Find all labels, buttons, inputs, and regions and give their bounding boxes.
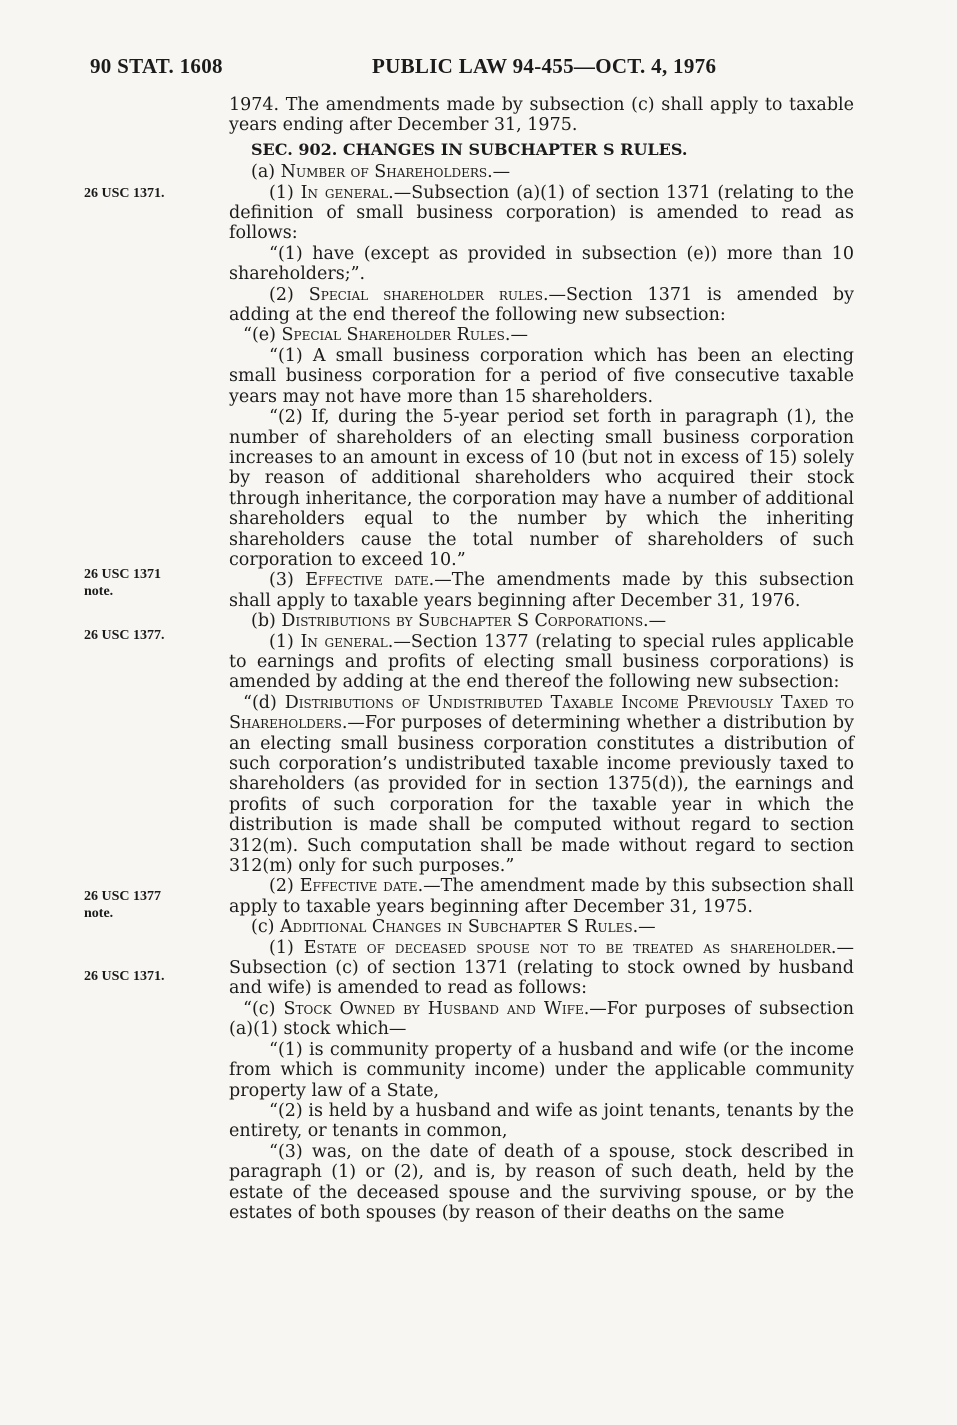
paragraph: (b) Distributions by Subchapter S Corporations.— bbox=[251, 611, 667, 632]
margin-note-line: 26 USC 1377 bbox=[84, 889, 162, 904]
paragraph: (2) Special shareholder rules.—Section 1371 is amended by adding at the end thereof the following new subsection: bbox=[229, 284, 855, 326]
paragraph: 1974. The amendments made by subsection (c) shall apply to taxable years ending after December 31, 1975. bbox=[229, 95, 854, 136]
subsection-heading: Special Shareholder Rules. bbox=[281, 325, 511, 346]
margin-note: 26 USC 1371. bbox=[84, 186, 165, 201]
paragraph-heading: In general. bbox=[300, 182, 394, 203]
paragraph-heading: Estate of deceased spouse not to be treated as shareholder. bbox=[303, 937, 837, 958]
subsection-heading: Distributions by Subchapter S Corporations. bbox=[281, 611, 649, 632]
margin-note: 26 USC 1377. bbox=[84, 628, 165, 643]
paragraph: “(1) have (except as provided in subsection (e)) more than 10 shareholders;”. bbox=[229, 243, 854, 285]
paragraph: “(c) Stock Owned by Husband and Wife.—For purposes of subsection (a)(1) stock which— bbox=[229, 998, 854, 1040]
statute-text bbox=[229, 95, 854, 1223]
paragraph: (a) Number of Shareholders.— bbox=[251, 162, 511, 183]
paragraph: (1) In general.—Subsection (a)(1) of section 1371 (relating to the definition of small business corporation) is amended to read as follows: bbox=[229, 182, 854, 244]
subsection-heading: Distributions of Undistributed Taxable Income Previously Taxed to Shareholders. bbox=[229, 692, 854, 734]
paragraph: (1) In general.—Section 1377 (relating to special rules applicable to earnings and profits of electing small business corporations) is amended by adding at the end thereof the following new subsection: bbox=[229, 631, 854, 693]
paragraph: (c) Additional Changes in Subchapter S Rules.— bbox=[251, 917, 656, 938]
paragraph-heading: Special shareholder rules. bbox=[308, 284, 549, 305]
paragraph: “(2) is held by a husband and wife as joint tenants, tenants by the entirety, or tenants in common, bbox=[229, 1100, 854, 1142]
paragraph: “(1) A small business corporation which has been an electing small business corporation for a period of five consecutive taxable years may not have more than 15 shareholders. bbox=[229, 345, 854, 407]
margin-note-line: note. bbox=[84, 584, 114, 599]
paragraph: “(e) Special Shareholder Rules.— bbox=[243, 325, 528, 346]
margin-note bbox=[84, 566, 161, 600]
paragraph-heading: Effective date. bbox=[305, 570, 435, 591]
law-title: PUBLIC LAW 94-455—OCT. 4, 1976 bbox=[372, 54, 717, 78]
paragraph-heading: In general. bbox=[300, 631, 394, 652]
margin-note: 26 USC 1371. bbox=[84, 969, 165, 984]
paragraph: (3) Effective date.—The amendments made by this subsection shall apply to taxable years beginning after December 31, 1976. bbox=[229, 570, 854, 611]
page-stat-number: 90 STAT. 1608 bbox=[90, 54, 223, 78]
subsection-heading: Additional Changes in Subchapter S Rules. bbox=[280, 917, 639, 938]
margin-note-line: 26 USC 1371 bbox=[84, 567, 162, 582]
paragraph: (2) Effective date.—The amendment made by this subsection shall apply to taxable years beginning after December 31, 1975. bbox=[229, 876, 855, 917]
margin-note bbox=[84, 888, 161, 922]
paragraph: “(1) is community property of a husband and wife (or the income from which is community income) under the applicable community property law of a State, bbox=[229, 1039, 854, 1101]
subsection-heading: Stock Owned by Husband and Wife. bbox=[283, 998, 590, 1019]
paragraph: “(d) Distributions of Undistributed Taxable Income Previously Taxed to Shareholders.—For purposes of determining whether a distribution by an electing small business corporation constitutes a distribution of such corporation’s undistributed taxable income previously taxed to shareholders (as provided for in section 1375(d)), the earnings and profits of such corporation for the taxable year in which the distribution is made shall be computed without regard to section 312(m). Such computation shall be made without regard to section 312(m) only for such purposes.” bbox=[229, 692, 854, 877]
margin-note-line: note. bbox=[84, 906, 114, 921]
section-heading: SEC. 902. CHANGES IN SUBCHAPTER S RULES. bbox=[251, 139, 688, 159]
subsection-heading: Number of Shareholders. bbox=[280, 162, 493, 183]
paragraph: (1) Estate of deceased spouse not to be treated as shareholder.—Subsection (c) of section 1371 (relating to stock owned by husband and wife) is amended to read as follows: bbox=[229, 937, 854, 999]
paragraph: “(2) If, during the 5-year period set forth in paragraph (1), the number of shareholders of an electing small business corporation increases to an amount in excess of 10 (but not in excess of 15) solely by reason of additional shareholders who acquired their stock through inheritance, the corporation may have a number of additional shareholders equal to the number by which the inheriting shareholders cause the total number of shareholders of such corporation to exceed 10.” bbox=[229, 407, 854, 570]
paragraph: “(3) was, on the date of death of a spouse, stock described in paragraph (1) or (2), and is, by reason of such death, held by the estate of the deceased spouse and the surviving spouse, or by the estates of both spouses (by reason of their deaths on the same bbox=[229, 1141, 854, 1223]
paragraph-heading: Effective date. bbox=[299, 876, 424, 897]
